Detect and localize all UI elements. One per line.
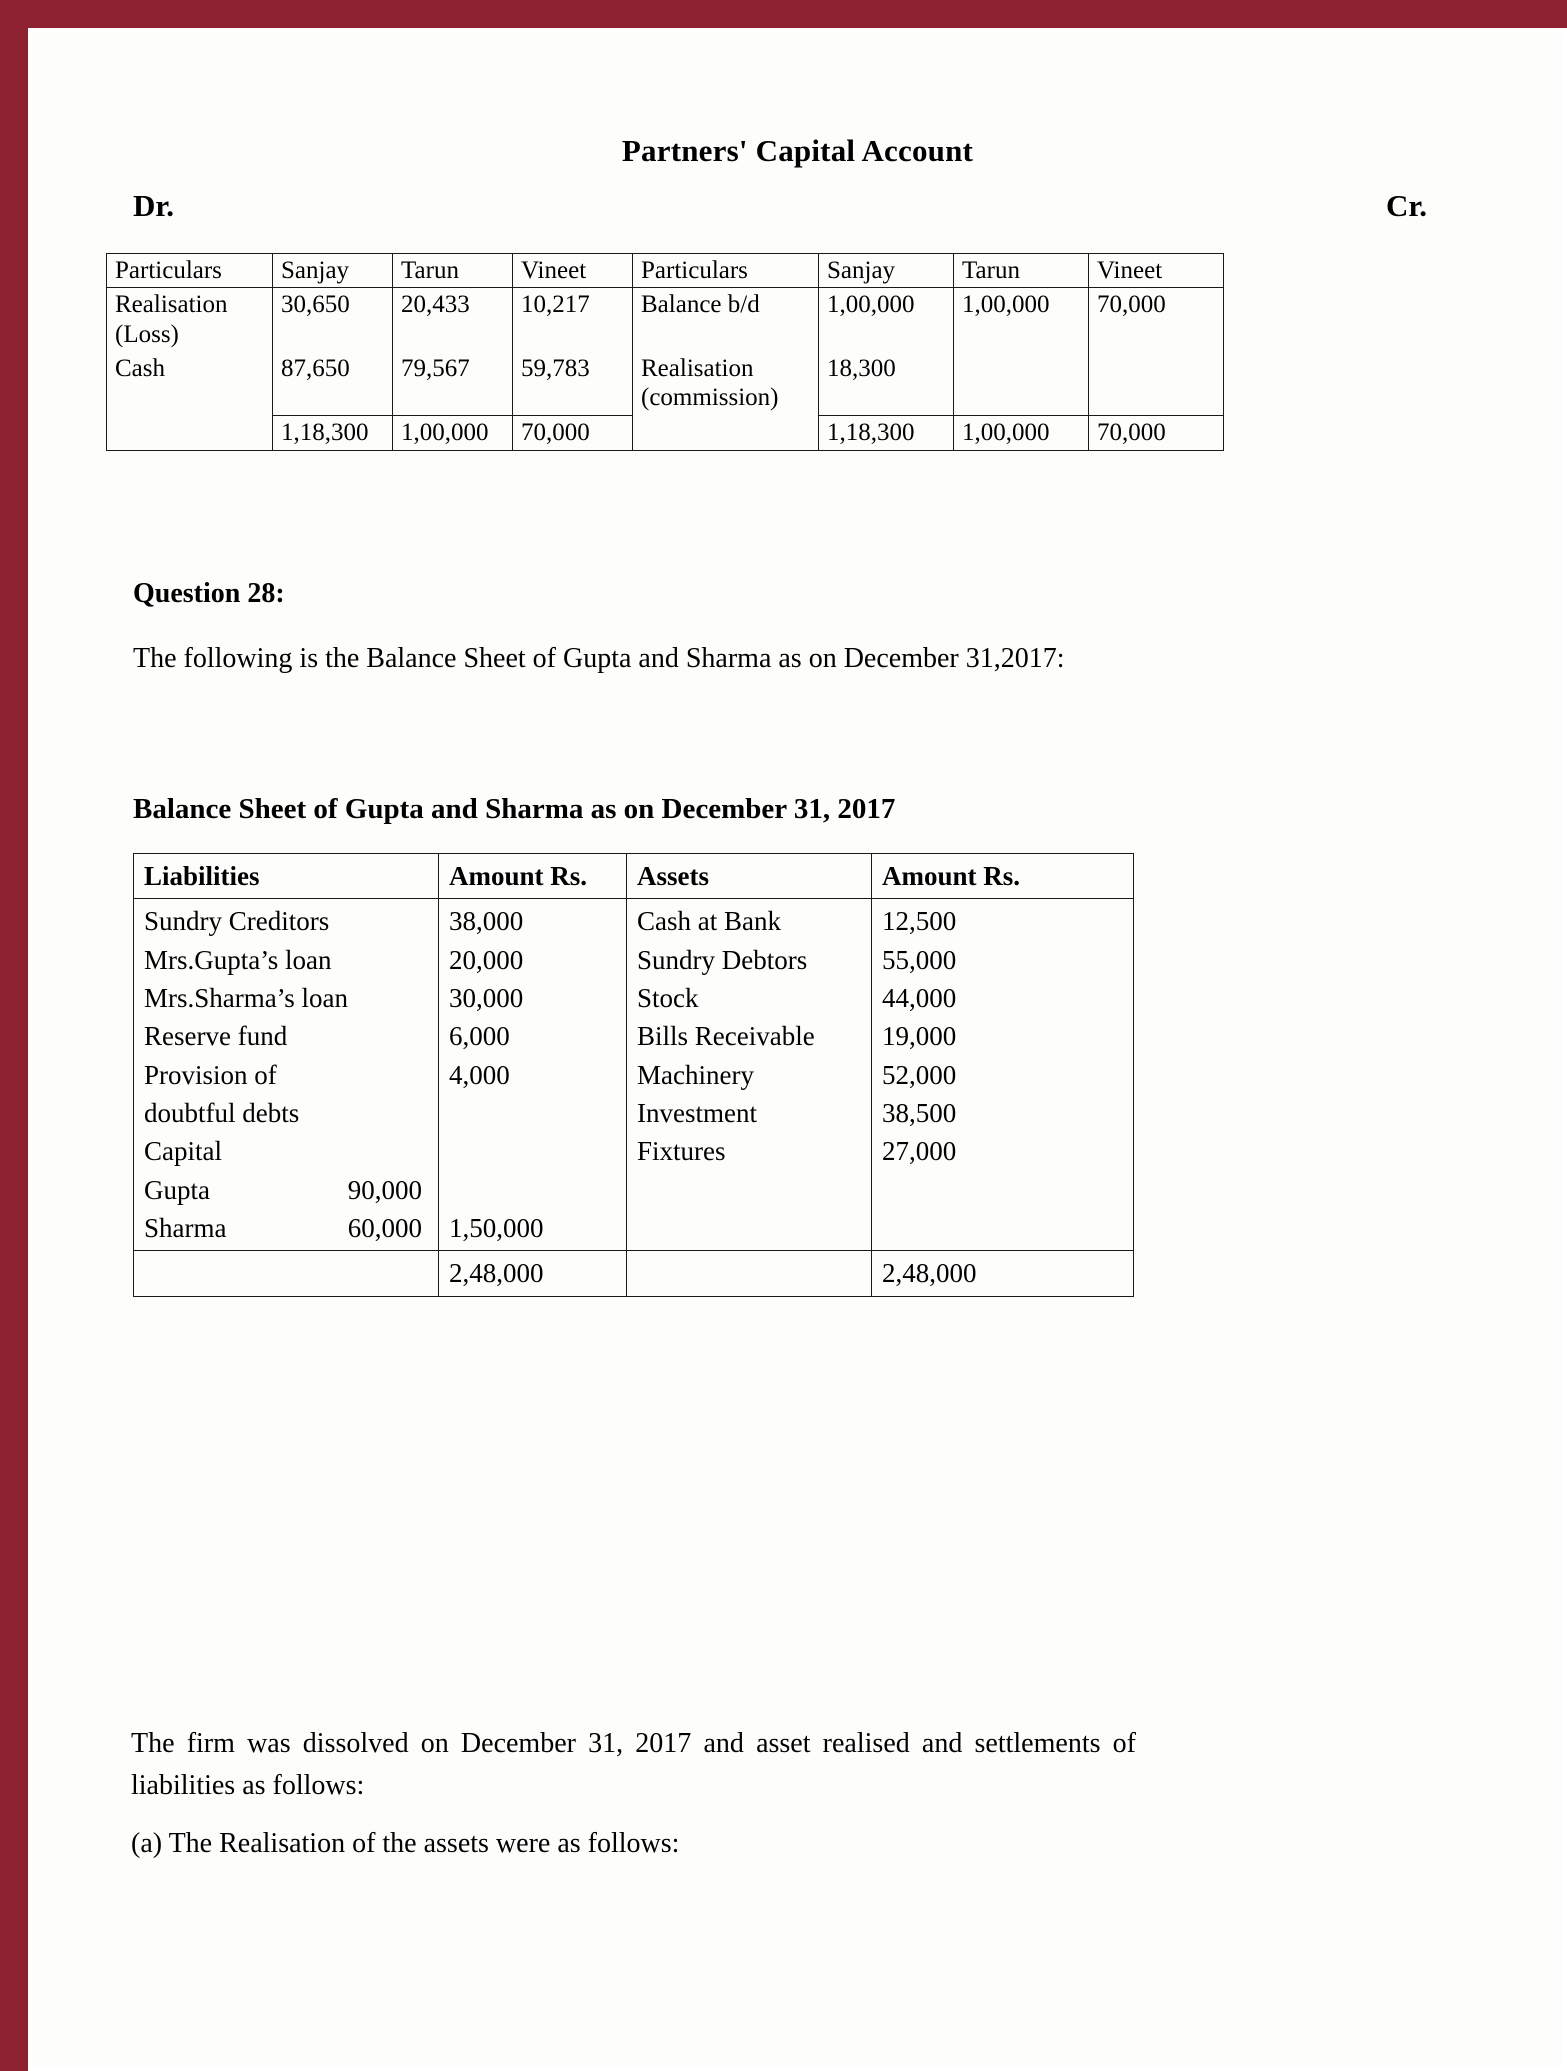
header-sanjay-debit: Sanjay (273, 254, 393, 288)
list-item: Capital (144, 1136, 222, 1167)
amount-value (449, 1132, 616, 1170)
amount-value: 52,000 (882, 1059, 957, 1090)
list-item: Sundry Creditors (144, 906, 330, 937)
question-label: Question 28: (133, 578, 285, 609)
list-item: Mrs.Gupta’s loan (144, 944, 332, 975)
header-assets: Assets (627, 854, 872, 899)
amount-value (449, 1171, 616, 1209)
row-tarun-credit: 1,00,000 (954, 288, 1089, 352)
list-item: Bills Receivable (637, 1021, 815, 1052)
row-sanjay-credit: 18,300 (819, 352, 954, 416)
assets-amount-cell (872, 899, 1134, 1251)
row-vineet-credit: 70,000 (1089, 288, 1224, 352)
total-vineet-credit: 70,000 (1089, 416, 1224, 450)
amount-value: 55,000 (882, 944, 957, 975)
page-inner-frame (28, 28, 1567, 2071)
header-liabilities: Liabilities (134, 854, 439, 899)
header-tarun-debit: Tarun (393, 254, 513, 288)
balance-sheet-body-row (134, 899, 1134, 1251)
capital-account-title: Partners' Capital Account (621, 133, 974, 168)
capital-partner-name: Sharma (144, 1212, 227, 1243)
amount-value: 6,000 (449, 1021, 510, 1052)
list-item: Stock (637, 982, 699, 1013)
total-tarun-debit: 1,00,000 (393, 416, 513, 450)
row-particular-credit: Realisation (commission) (633, 352, 819, 416)
total-particular-credit (633, 416, 819, 450)
list-item: Investment (637, 1097, 757, 1128)
amount-value: 38,000 (449, 906, 524, 937)
amount-value: 12,500 (882, 906, 957, 937)
row-tarun-credit (954, 352, 1089, 416)
header-sanjay-credit: Sanjay (819, 254, 954, 288)
amount-value: 19,000 (882, 1021, 957, 1052)
table-header-row (107, 254, 1224, 288)
amount-value: 38,500 (882, 1097, 957, 1128)
total-particular-debit (107, 416, 273, 450)
total-tarun-credit: 1,00,000 (954, 416, 1089, 450)
list-item: doubtful debts (144, 1097, 300, 1128)
question-intro-text: The following is the Balance Sheet of Gupta and Sharma as on December 31,2017: (133, 643, 1065, 674)
document-page (33, 33, 1562, 2066)
total-liabilities-value: 2,48,000 (439, 1251, 627, 1297)
list-item: Mrs.Sharma’s loan (144, 982, 348, 1013)
balance-sheet-header-row (134, 854, 1134, 899)
realisation-item-a: (a) The Realisation of the assets were as follows: (131, 1828, 680, 1859)
table-total-row (107, 416, 1224, 450)
row-sanjay-debit: 30,650 (273, 288, 393, 352)
balance-sheet-total-row (134, 1251, 1134, 1297)
capital-account-table (106, 253, 1224, 451)
balance-sheet-heading: Balance Sheet of Gupta and Sharma as on December 31, 2017 (133, 793, 896, 825)
total-vineet-debit: 70,000 (513, 416, 633, 450)
row-vineet-debit: 10,217 (513, 288, 633, 352)
row-sanjay-credit: 1,00,000 (819, 288, 954, 352)
total-assets-label (627, 1251, 872, 1297)
liabilities-cell (134, 899, 439, 1251)
row-particular-debit: Cash (107, 352, 273, 416)
total-sanjay-debit: 1,18,300 (273, 416, 393, 450)
table-row (107, 288, 1224, 352)
list-item (144, 1209, 428, 1247)
total-assets-value: 2,48,000 (872, 1251, 1134, 1297)
amount-value: 1,50,000 (449, 1212, 544, 1243)
credit-side-label: Cr. (1385, 188, 1427, 223)
row-sanjay-debit: 87,650 (273, 352, 393, 416)
list-item: Fixtures (637, 1136, 726, 1167)
list-item: Reserve fund (144, 1021, 288, 1052)
amount-value: 20,000 (449, 944, 524, 975)
row-vineet-debit: 59,783 (513, 352, 633, 416)
amount-value: 4,000 (449, 1059, 510, 1090)
liabilities-amount-cell (439, 899, 627, 1251)
header-particulars-credit: Particulars (633, 254, 819, 288)
amount-value: 27,000 (882, 1136, 957, 1167)
capital-partner-value: 90,000 (347, 1174, 422, 1205)
header-vineet-debit: Vineet (513, 254, 633, 288)
header-amount-rs: Amount Rs. (872, 854, 1134, 899)
list-item: Sundry Debtors (637, 944, 808, 975)
header-amount: Amount Rs. (439, 854, 627, 899)
header-vineet-credit: Vineet (1089, 254, 1224, 288)
header-tarun-credit: Tarun (954, 254, 1089, 288)
total-liabilities-label (134, 1251, 439, 1297)
list-item: Machinery (637, 1059, 754, 1090)
row-tarun-debit: 79,567 (393, 352, 513, 416)
list-item: Provision of (144, 1059, 277, 1090)
row-vineet-credit (1089, 352, 1224, 416)
header-particulars-debit: Particulars (107, 254, 273, 288)
table-row (107, 352, 1224, 416)
row-particular-debit: Realisation (Loss) (107, 288, 273, 352)
list-item (144, 1171, 428, 1209)
row-tarun-debit: 20,433 (393, 288, 513, 352)
amount-value: 44,000 (882, 982, 957, 1013)
total-sanjay-credit: 1,18,300 (819, 416, 954, 450)
list-item: Cash at Bank (637, 906, 781, 937)
row-particular-credit: Balance b/d (633, 288, 819, 352)
capital-partner-name: Gupta (144, 1174, 210, 1205)
assets-cell (627, 899, 872, 1251)
debit-side-label: Dr. (133, 188, 175, 223)
capital-partner-value: 60,000 (347, 1212, 422, 1243)
balance-sheet-table (133, 853, 1134, 1297)
dissolution-paragraph: The firm was dissolved on December 31, 2017 and asset realised and settlements of liabilities as follows: (131, 1728, 1136, 1801)
amount-value (449, 1094, 616, 1132)
amount-value: 30,000 (449, 982, 524, 1013)
